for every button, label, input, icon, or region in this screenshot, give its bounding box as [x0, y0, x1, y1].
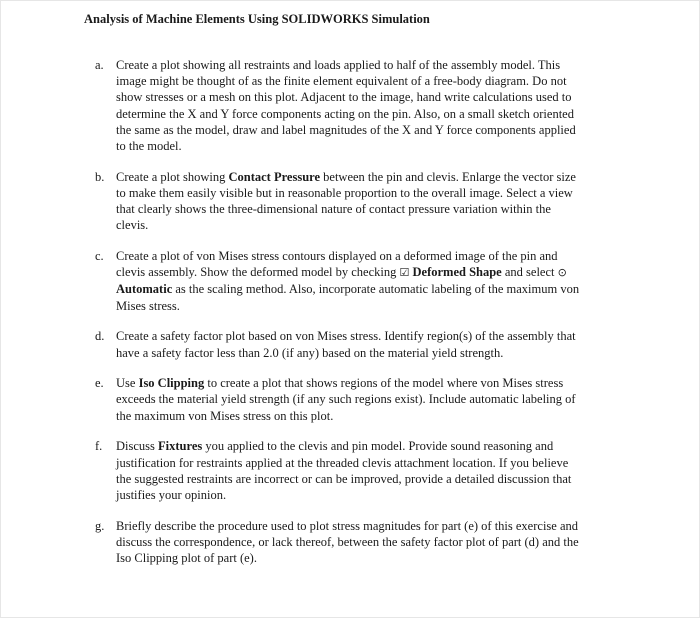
item-marker: f. — [95, 439, 103, 454]
list-item-d — [95, 328, 585, 360]
item-marker: a. — [95, 58, 104, 72]
checkbox-checked-icon: ☑ — [399, 266, 410, 280]
item-marker: b. — [95, 169, 105, 184]
item-bold-term: Iso Clipping — [138, 376, 205, 391]
list-item-e — [95, 375, 585, 424]
item-bold-term: Contact Pressure — [228, 169, 321, 184]
item-text: between the pin and clevis. Enlarge the vector size to make them easily visible but in reasonable proportion to the overall image. Select a view that clearly shows the three-dimensional nature of contact pressure variation within the clevis. — [116, 169, 576, 233]
item-text: and select — [501, 265, 558, 280]
item-text: Create a safety factor plot based on von Mises stress. Identify region(s) of the assembly that have a safety factor less than 2.0 (if any) based on the material yield strength. — [116, 329, 576, 360]
item-bold-term: Fixtures — [158, 439, 203, 454]
item-marker: g. — [95, 518, 105, 533]
radio-selected-icon: ⊙ — [557, 266, 567, 280]
item-text: Discuss — [116, 439, 159, 454]
item-marker: d. — [95, 329, 105, 344]
item-marker: e. — [95, 376, 104, 391]
item-bold-term: Deformed Shape — [409, 265, 502, 280]
list-item-g — [95, 518, 585, 567]
item-marker: c. — [95, 249, 104, 264]
list-item-a — [95, 57, 585, 154]
item-bold-term: Automatic — [116, 282, 173, 297]
item-text: Briefly describe the procedure used to plot stress magnitudes for part (e) of this exercise and discuss the correspondence, or lack thereof, between the safety factor plot of part (d) and the Iso Clipping plot of part (e). — [116, 518, 579, 566]
page-header: Analysis of Machine Elements Using SOLIDWORKS Simulation — [84, 12, 430, 26]
item-text: Create a plot of von Mises stress contours displayed on a deformed image of the pin and clevis assembly. Show the deformed model by checking — [116, 249, 558, 280]
list-item-b — [95, 169, 585, 234]
list-item-c — [95, 248, 585, 314]
item-text: Create a plot showing — [116, 169, 229, 184]
exercise-list — [95, 57, 585, 581]
item-text: Create a plot showing all restraints and loads applied to half of the assembly model. This image might be thought of as the finite element equivalent of a free-body diagram. Do not show stresses or a mesh on this plot. Adjacent to the image, hand write calculations used to determine the X and Y force components acting on the pin. Also, on a small sketch oriented the same as the model, draw and label magnitudes of the X and Y force components applied to the model. — [116, 58, 576, 154]
item-text: Use — [116, 376, 139, 391]
item-text: to create a plot that shows regions of the model where von Mises stress exceeds the material yield strength (if any such regions exist). Include automatic labeling of the maximum von Mises stress on this plot. — [116, 376, 576, 423]
item-text: as the scaling method. Also, incorporate automatic labeling of the maximum von Mises stress. — [116, 282, 580, 313]
list-item-f — [95, 438, 585, 503]
item-text: you applied to the clevis and pin model. Provide sound reasoning and justification for restraints applied at the threaded clevis attachment location. If you believe the suggested restraints are incorrect or can be improved, provide a detailed discussion that justifies your opinion. — [116, 439, 572, 502]
